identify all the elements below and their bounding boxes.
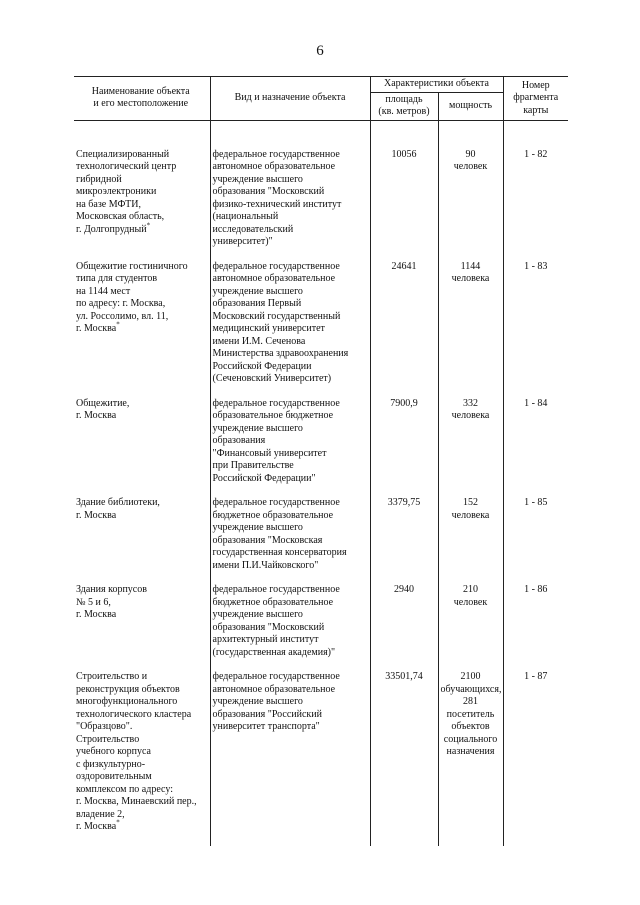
map-fragment-number: 1 - 86 [503,584,568,671]
object-purpose: федеральное государственное автономное образовательное учреждение высшего образования "Российский университет транспорта" [210,671,370,846]
object-area: 7900,9 [370,398,438,498]
object-capacity: 1144 человека [438,261,503,398]
page-number: 6 [316,43,324,59]
object-area: 24641 [370,261,438,398]
object-name-cell [74,398,210,498]
object-name: Строительство и реконструкция объектов многофункционального технологического кластера "Образцово". Строительство учебного корпуса с физкультурно- оздоровительным комплексом по адресу: г. Москва, Минаевский пер., владение 2, г. Москва [76,671,197,832]
object-name-cell [74,149,210,261]
table-row [74,584,568,671]
object-area: 2940 [370,584,438,671]
map-fragment-number: 1 - 83 [503,261,568,398]
table-row [74,398,568,498]
object-capacity: 332 человека [438,398,503,498]
object-name-cell [74,584,210,671]
header-fragment: Номер фрагмента карты [503,77,568,121]
object-purpose: федеральное государственное образовательное бюджетное учреждение высшего образования "Финансовый университет при Правительстве Российской Федерации" [210,398,370,498]
footnote-marker: * [116,320,120,329]
header-name: Наименование объекта и его местоположение [74,77,210,121]
map-fragment-number: 1 - 87 [503,671,568,846]
header-characteristics: Характеристики объекта [370,77,503,93]
table-row [74,497,568,584]
object-name-cell [74,261,210,398]
object-name: Общежитие, г. Москва [76,397,130,421]
footnote-marker: * [146,221,151,230]
object-purpose: федеральное государственное бюджетное образовательное учреждение высшего образования "Московская государственная консерватория имени П.И.Чайковского" [210,497,370,584]
object-name: Специализированный технологический центр гибридной микроэлектроники на базе МФТИ, Московская область, г. Долгопрудный [76,148,177,235]
footnote-marker: * [116,818,120,827]
object-name: Общежитие гостиничного типа для студентов на 1144 мест по адресу: г. Москва, ул. Россолимо, вл. 11, г. Москва [76,260,188,334]
header-purpose: Вид и назначение объекта [210,77,370,121]
object-name: Здания корпусов № 5 и 6, г. Москва [76,584,147,620]
table-row [74,261,568,398]
map-fragment-number: 1 - 84 [503,398,568,498]
objects-table [74,76,568,846]
object-name: Здание библиотеки, г. Москва [76,497,160,521]
object-area: 3379,75 [370,497,438,584]
object-name-cell [74,497,210,584]
object-capacity: 90 человек [438,149,503,261]
object-capacity: 152 человека [438,497,503,584]
object-name-cell [74,671,210,846]
object-purpose: федеральное государственное бюджетное образовательное учреждение высшего образования "Московский архитектурный институт (государственная академия)" [210,584,370,671]
header-area: площадь (кв. метров) [370,92,438,120]
map-fragment-number: 1 - 85 [503,497,568,584]
object-capacity: 210 человек [438,584,503,671]
header-capacity: мощность [438,92,503,120]
object-area: 10056 [370,149,438,261]
map-fragment-number: 1 - 82 [503,149,568,261]
table-row [74,149,568,261]
object-purpose: федеральное государственное автономное образовательное учреждение высшего образования "Московский физико-технический институт (национальный исследовательский университет)" [210,149,370,261]
object-capacity: 2100 обучающихся, 281 посетитель объектов социального назначения [438,671,503,846]
object-area: 33501,74 [370,671,438,846]
table-row [74,671,568,846]
object-purpose: федеральное государственное автономное образовательное учреждение высшего образования Первый Московский государственный медицинский университет имени И.М. Сеченова Министерства здравоохранения Российской Федерации (Сеченовский Университет) [210,261,370,398]
